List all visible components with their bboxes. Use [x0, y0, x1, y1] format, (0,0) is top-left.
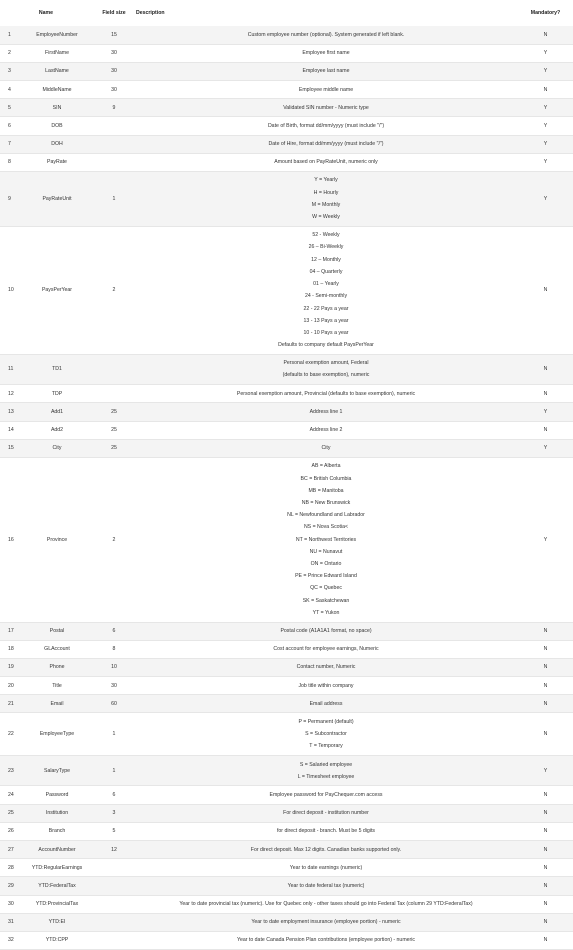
description-line: 24 - Semi-monthly	[304, 293, 348, 300]
mandatory-flag: N	[518, 677, 573, 695]
field-name: Institution	[20, 804, 94, 822]
field-description	[134, 786, 518, 804]
description-line: for direct deposit - branch. Must be 5 digits	[276, 828, 376, 835]
mandatory-flag: N	[518, 841, 573, 859]
mandatory-flag: N	[518, 895, 573, 913]
field-name: Add1	[20, 403, 94, 421]
description-line: NB = New Brunswick	[301, 500, 351, 507]
field-name: Password	[20, 786, 94, 804]
field-name: SalaryType	[20, 756, 94, 786]
header-mandatory: Mandatory?	[530, 10, 561, 16]
field-name: Postal	[20, 622, 94, 640]
row-number: 28	[0, 859, 20, 877]
table-row	[0, 457, 573, 622]
table-row	[0, 172, 573, 227]
mandatory-flag: Y	[518, 99, 573, 117]
field-size: 30	[94, 62, 134, 80]
field-description	[134, 44, 518, 62]
table-row	[0, 677, 573, 695]
description-line: L = Timesheet employee	[297, 773, 355, 780]
description-line: Postal code (A1A1A1 format, no space)	[280, 628, 372, 635]
field-description	[134, 172, 518, 227]
field-description	[134, 354, 518, 384]
field-size: 6	[94, 622, 134, 640]
mandatory-flag: N	[518, 421, 573, 439]
description-line: NS = Nova Scotia<	[303, 524, 349, 531]
field-name: Branch	[20, 822, 94, 840]
mandatory-flag: N	[518, 877, 573, 895]
field-description	[134, 622, 518, 640]
field-size	[94, 153, 134, 171]
table-row	[0, 226, 573, 354]
field-description	[134, 756, 518, 786]
table-row	[0, 695, 573, 713]
mandatory-flag: N	[518, 786, 573, 804]
field-description	[134, 913, 518, 931]
field-description	[134, 658, 518, 676]
mandatory-flag: N	[518, 658, 573, 676]
table-row	[0, 99, 573, 117]
description-line: Date of Hire, format dd/mm/yyyy (must include "/")	[268, 141, 384, 148]
description-line: Contact number, Numeric	[296, 664, 356, 671]
table-row	[0, 622, 573, 640]
field-name: MiddleName	[20, 81, 94, 99]
row-number: 26	[0, 822, 20, 840]
field-name: PayRateUnit	[20, 172, 94, 227]
description-line: Date of Birth, format dd/mm/yyyy (must include "/")	[267, 122, 385, 129]
field-description	[134, 117, 518, 135]
description-line: Defaults to company default PaysPerYear	[278, 342, 374, 349]
field-description	[134, 135, 518, 153]
field-size: 15	[94, 26, 134, 44]
field-description	[134, 841, 518, 859]
field-size: 25	[94, 403, 134, 421]
mandatory-flag: Y	[518, 117, 573, 135]
row-number: 11	[0, 354, 20, 384]
row-number: 30	[0, 895, 20, 913]
description-line: 01 – Yearly	[313, 281, 339, 288]
field-description	[134, 822, 518, 840]
row-number: 21	[0, 695, 20, 713]
mandatory-flag: Y	[518, 457, 573, 622]
field-description	[134, 403, 518, 421]
description-line: Employee last name	[302, 68, 350, 75]
row-number: 1	[0, 26, 20, 44]
field-name: Phone	[20, 658, 94, 676]
description-line: Year to date earnings (numeric)	[289, 864, 363, 871]
description-line: Amount based on PayRateUnit, numeric only	[274, 159, 378, 166]
header-number	[0, 0, 20, 26]
mandatory-flag: N	[518, 822, 573, 840]
mandatory-flag: N	[518, 81, 573, 99]
description-line: Year to date employment insurance (employee portion) - numeric	[251, 919, 401, 926]
description-line: For direct deposit - institution number	[283, 810, 369, 817]
field-size: 25	[94, 421, 134, 439]
field-name: PaysPerYear	[20, 226, 94, 354]
description-line: Personal exemption amount, Federal	[283, 360, 369, 367]
table-row	[0, 786, 573, 804]
description-line: Custom employee number (optional). System generated if left blank.	[247, 31, 405, 38]
row-number: 19	[0, 658, 20, 676]
description-line: YT = Yukon	[312, 609, 340, 616]
description-line: BC = British Columbia	[300, 475, 352, 482]
field-description	[134, 804, 518, 822]
field-name: EmployeeType	[20, 713, 94, 756]
field-description	[134, 81, 518, 99]
description-line: Validated SIN number - Numeric type	[283, 104, 369, 111]
row-number: 8	[0, 153, 20, 171]
description-line: 22 - 22 Pays a year	[303, 305, 349, 312]
field-description	[134, 26, 518, 44]
description-line: Cost account for employee earnings, Numeric	[273, 646, 379, 653]
field-description	[134, 713, 518, 756]
row-number: 12	[0, 385, 20, 403]
field-description	[134, 877, 518, 895]
field-description	[134, 695, 518, 713]
mandatory-flag: N	[518, 354, 573, 384]
table-row	[0, 913, 573, 931]
row-number: 6	[0, 117, 20, 135]
field-size: 30	[94, 81, 134, 99]
description-line: W = Weekly	[312, 214, 340, 221]
mandatory-flag: Y	[518, 44, 573, 62]
table-row	[0, 841, 573, 859]
description-line: Personal exemption amount, Provincial (defaults to base exemption), numeric	[236, 390, 416, 397]
description-line: Job title within company	[298, 682, 354, 689]
row-number: 27	[0, 841, 20, 859]
mandatory-flag: N	[518, 931, 573, 949]
table-row	[0, 403, 573, 421]
field-name: TDP	[20, 385, 94, 403]
field-size	[94, 877, 134, 895]
field-name: Email	[20, 695, 94, 713]
description-line: For direct deposit. Max 12 digits. Canadian banks supported only.	[250, 846, 402, 853]
field-description	[134, 421, 518, 439]
description-line: Employee password for PayChequer.com access	[269, 791, 383, 798]
row-number: 25	[0, 804, 20, 822]
description-line: Employee middle name	[298, 86, 354, 93]
field-size: 6	[94, 786, 134, 804]
table-row	[0, 931, 573, 949]
mandatory-flag: N	[518, 713, 573, 756]
description-line: S = Salaried employee	[299, 761, 353, 768]
description-line: NT = Northwest Territories	[295, 536, 357, 543]
field-size	[94, 895, 134, 913]
table-row	[0, 135, 573, 153]
field-name: PayRate	[20, 153, 94, 171]
mandatory-flag: Y	[518, 172, 573, 227]
field-name: Add2	[20, 421, 94, 439]
field-size: 3	[94, 804, 134, 822]
description-line: AB = Alberta	[311, 463, 341, 470]
table-row	[0, 153, 573, 171]
row-number: 2	[0, 44, 20, 62]
field-description	[134, 859, 518, 877]
field-description	[134, 895, 518, 913]
mandatory-flag: N	[518, 859, 573, 877]
description-line: 10 - 10 Pays a year	[303, 329, 349, 336]
table-row	[0, 439, 573, 457]
field-description	[134, 677, 518, 695]
field-size	[94, 385, 134, 403]
description-line: 13 - 13 Pays a year	[303, 317, 349, 324]
description-line: P = Permanent (default)	[298, 718, 354, 725]
table-row	[0, 26, 573, 44]
description-line: Year to date provincial tax (numeric). Use for Quebec only - other taxes should go into Federal Tax (column 29 YTD:FederalTax)	[179, 901, 473, 908]
description-line: Y = Yearly	[314, 177, 338, 184]
mandatory-flag: N	[518, 26, 573, 44]
field-name: YTD:EI	[20, 913, 94, 931]
field-size: 8	[94, 640, 134, 658]
description-line: (defaults to base exemption), numeric	[282, 372, 370, 379]
table-row	[0, 44, 573, 62]
table-row	[0, 421, 573, 439]
row-number: 9	[0, 172, 20, 227]
table-row	[0, 756, 573, 786]
row-number: 18	[0, 640, 20, 658]
field-size: 10	[94, 658, 134, 676]
field-name: Title	[20, 677, 94, 695]
row-number: 4	[0, 81, 20, 99]
description-line: T = Temporary	[309, 743, 343, 750]
description-line: QC = Quebec	[310, 585, 342, 592]
field-description	[134, 439, 518, 457]
field-size: 1	[94, 713, 134, 756]
field-description	[134, 62, 518, 80]
description-line: City	[321, 445, 331, 452]
table-row	[0, 822, 573, 840]
table-row	[0, 658, 573, 676]
description-line: Year to date Canada Pension Plan contributions (employee portion) - numeric	[236, 937, 415, 944]
description-line: 26 – Bi-Weekly	[308, 244, 344, 251]
description-line: 12 – Monthly	[311, 256, 341, 263]
field-description	[134, 153, 518, 171]
field-size: 9	[94, 99, 134, 117]
description-line: S = Subcontractor	[305, 731, 347, 738]
row-number: 24	[0, 786, 20, 804]
row-number: 29	[0, 877, 20, 895]
row-number: 15	[0, 439, 20, 457]
table-row	[0, 713, 573, 756]
description-line: SK = Saskatchewan	[302, 597, 350, 604]
mandatory-flag: N	[518, 695, 573, 713]
description-line: Year to date federal tax (numeric)	[287, 882, 365, 889]
row-number: 31	[0, 913, 20, 931]
field-name: YTD:CPP	[20, 931, 94, 949]
mandatory-flag: Y	[518, 439, 573, 457]
field-name: AccountNumber	[20, 841, 94, 859]
row-number: 14	[0, 421, 20, 439]
field-description	[134, 99, 518, 117]
description-line: MB = Manitoba	[308, 487, 344, 494]
field-description	[134, 931, 518, 949]
field-size	[94, 135, 134, 153]
table-row	[0, 62, 573, 80]
description-line: Address line 2	[309, 427, 343, 434]
header-field-size: Field size	[102, 10, 126, 16]
field-description	[134, 457, 518, 622]
field-name: FirstName	[20, 44, 94, 62]
row-number: 10	[0, 226, 20, 354]
header-description: Description	[136, 10, 165, 16]
field-name: SIN	[20, 99, 94, 117]
field-size: 2	[94, 226, 134, 354]
field-name: City	[20, 439, 94, 457]
field-description	[134, 226, 518, 354]
header-name: Name	[38, 10, 54, 16]
description-line: ON = Ontario	[310, 561, 342, 568]
description-line: NL = Newfoundland and Labrador	[287, 512, 365, 519]
mandatory-flag: N	[518, 622, 573, 640]
description-line: PE = Prince Edward Island	[295, 573, 357, 580]
field-name: LastName	[20, 62, 94, 80]
field-name: YTD:FederalTax	[20, 877, 94, 895]
description-line: Address line 1	[309, 408, 343, 415]
row-number: 22	[0, 713, 20, 756]
table-row	[0, 804, 573, 822]
row-number: 3	[0, 62, 20, 80]
mandatory-flag: N	[518, 385, 573, 403]
table-row	[0, 640, 573, 658]
mandatory-flag: Y	[518, 153, 573, 171]
field-size: 5	[94, 822, 134, 840]
mandatory-flag: Y	[518, 756, 573, 786]
table-body	[0, 26, 573, 950]
row-number: 7	[0, 135, 20, 153]
table-row	[0, 859, 573, 877]
field-size: 30	[94, 677, 134, 695]
field-size	[94, 859, 134, 877]
field-name: DOH	[20, 135, 94, 153]
table-row	[0, 117, 573, 135]
field-description	[134, 385, 518, 403]
mandatory-flag: N	[518, 640, 573, 658]
description-line: 04 – Quarterly	[309, 268, 343, 275]
field-size	[94, 931, 134, 949]
field-name: TD1	[20, 354, 94, 384]
mandatory-flag: Y	[518, 403, 573, 421]
row-number: 17	[0, 622, 20, 640]
description-line: Email address	[309, 700, 343, 707]
field-size: 1	[94, 172, 134, 227]
description-line: 52 - Weekly	[312, 232, 340, 239]
table-header-row	[0, 0, 573, 26]
mandatory-flag: Y	[518, 135, 573, 153]
mandatory-flag: Y	[518, 62, 573, 80]
field-name: GLAccount	[20, 640, 94, 658]
field-name: Province	[20, 457, 94, 622]
table-row	[0, 354, 573, 384]
description-line: NU = Nunavut	[309, 548, 343, 555]
mandatory-flag: N	[518, 804, 573, 822]
table-row	[0, 385, 573, 403]
row-number: 13	[0, 403, 20, 421]
description-line: H = Hourly	[313, 189, 339, 196]
field-size: 2	[94, 457, 134, 622]
row-number: 32	[0, 931, 20, 949]
table-row	[0, 877, 573, 895]
description-line: Employee first name	[302, 50, 350, 57]
row-number: 5	[0, 99, 20, 117]
field-size	[94, 354, 134, 384]
row-number: 23	[0, 756, 20, 786]
field-name: YTD:RegularEarnings	[20, 859, 94, 877]
field-name: DOB	[20, 117, 94, 135]
field-size	[94, 913, 134, 931]
mandatory-flag: N	[518, 226, 573, 354]
table-row	[0, 895, 573, 913]
row-number: 16	[0, 457, 20, 622]
field-size: 12	[94, 841, 134, 859]
field-name: EmployeeNumber	[20, 26, 94, 44]
description-line: M = Monthly	[311, 201, 341, 208]
field-name: YTD:ProvincialTax	[20, 895, 94, 913]
field-size: 25	[94, 439, 134, 457]
field-size: 60	[94, 695, 134, 713]
field-size	[94, 117, 134, 135]
mandatory-flag: N	[518, 913, 573, 931]
table-row	[0, 81, 573, 99]
field-description	[134, 640, 518, 658]
field-size: 1	[94, 756, 134, 786]
row-number: 20	[0, 677, 20, 695]
field-size: 30	[94, 44, 134, 62]
